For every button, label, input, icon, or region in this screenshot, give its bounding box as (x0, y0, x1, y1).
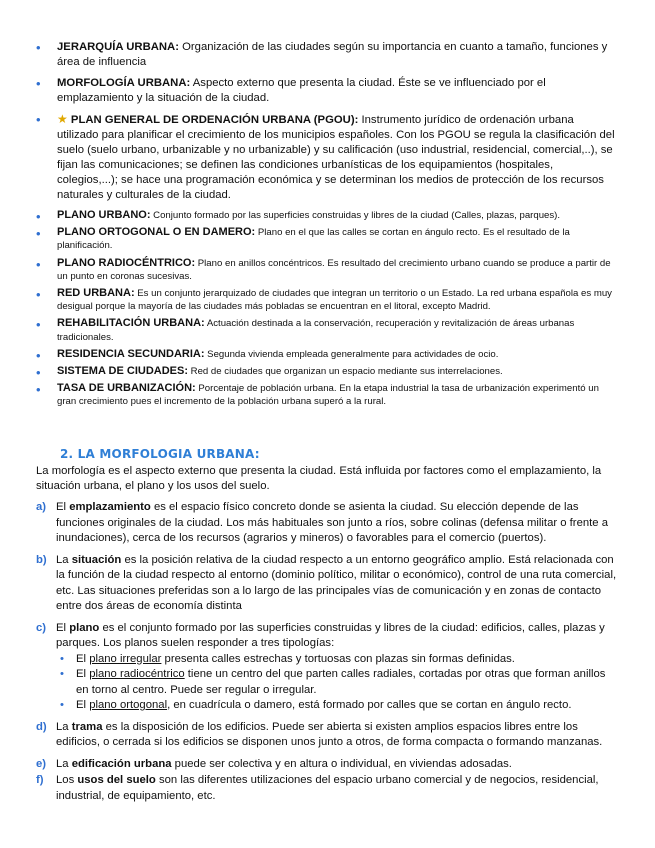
glossary-item (36, 112, 616, 203)
glossary-term: MORFOLOGÍA URBANA: (57, 77, 191, 89)
glossary-item (36, 209, 616, 222)
factor-item (36, 757, 618, 773)
item-prefix: La (56, 720, 72, 733)
section-heading: 2. LA MORFOLOGIA URBANA: (60, 447, 260, 461)
factor-item (36, 621, 618, 714)
plan-prefix: El (76, 652, 90, 665)
glossary-term: TASA DE URBANIZACIÓN: (57, 382, 196, 395)
bullet-icon: • (36, 209, 41, 224)
glossary-definition: Es un conjunto jerarquizado de ciudades que integran un territorio o un Estado. La red urbana española es muy desigual porque la mayoría de las ciudades más pobladas se encuentran en el litoral, excepto Madrid. (57, 288, 612, 313)
glossary-definition: Plano en anillos concéntricos. Es resultado del crecimiento urbano cuando se produce a partir de un punto en coronas sucesivas. (57, 257, 611, 282)
plan-text: , en cuadrícula o damero, está formado por calles que se cortan en ángulo recto. (167, 699, 572, 711)
bullet-icon: • (36, 40, 41, 55)
plan-prefix: El (76, 668, 90, 680)
bullet-icon: • (36, 347, 41, 363)
item-prefix: Los (56, 774, 78, 786)
glossary-definition: Segunda vivienda empleada generalmente para actividades de ocio. (207, 348, 499, 360)
glossary-term: JERARQUÍA URBANA: (57, 41, 179, 53)
bullet-icon: • (36, 382, 41, 398)
bullet-icon: • (36, 226, 41, 242)
star-icon: ★ (57, 112, 68, 126)
plan-term: plano ortogonal (89, 699, 168, 711)
glossary-term: PLAN GENERAL DE ORDENACIÓN URBANA (PGOU): (70, 114, 359, 126)
plan-type-list (56, 652, 618, 714)
morphology-section (36, 447, 618, 810)
glossary-item (36, 365, 616, 381)
bullet-icon: • (60, 652, 64, 665)
plan-type-item (56, 667, 618, 698)
glossary-item (36, 317, 616, 343)
item-marker: a) (36, 501, 47, 513)
glossary-definition: Actuación destinada a la conservación, recuperación y revitalización de áreas urbanas tradicionales. (57, 318, 575, 343)
item-marker: d) (36, 720, 47, 733)
item-text: son las diferentes utilizaciones del espacio urbano comercial y de negocios, residencial, industrial, de equipamiento, etc. (56, 774, 599, 802)
glossary-item (36, 40, 616, 70)
plan-type-item (56, 652, 618, 668)
plan-type-item (56, 698, 618, 714)
item-key: trama (71, 720, 103, 733)
item-text: puede ser colectiva y en altura o individual, en viviendas adosadas. (171, 757, 512, 770)
glossary-list (36, 40, 616, 413)
item-prefix: La (56, 553, 72, 566)
item-prefix: El (56, 621, 70, 634)
glossary-term: SISTEMA DE CIUDADES: (57, 365, 188, 378)
bullet-icon: • (36, 256, 41, 272)
bullet-icon: • (36, 317, 41, 333)
glossary-term: PLANO ORTOGONAL O EN DAMERO: (57, 226, 256, 239)
plan-text: presenta calles estrechas y tortuosas con plazas sin formas definidas. (161, 652, 515, 665)
bullet-icon: • (60, 699, 64, 711)
item-prefix: La (56, 757, 72, 770)
glossary-item (36, 382, 616, 408)
glossary-term: REHABILITACIÓN URBANA: (57, 317, 205, 330)
plan-term: plano irregular (89, 652, 162, 665)
glossary-item (36, 76, 616, 106)
bullet-icon: • (60, 668, 64, 680)
factor-list (36, 500, 618, 804)
item-marker: f) (36, 774, 44, 786)
glossary-term: PLANO URBANO: (57, 209, 151, 221)
item-prefix: El (56, 501, 70, 513)
plan-text: tiene un centro del que parten calles radiales, cortadas por otras que forman anillos en torno al centro. Puede ser regular o irregular. (76, 668, 606, 696)
glossary-definition: Aspecto externo que presenta la ciudad. Éste se ve influenciado por el emplazamiento y la situación de la ciudad. (57, 77, 546, 104)
glossary-definition: Instrumento jurídico de ordenación urbana utilizado para planificar el crecimiento de los municipios españoles. Con los PGOU se regula la clasificación del suelo (suelo urbano, urbanizable y no urbanizable) y su calificación (uso industrial, residencial, comercial,..), se fijan las comunicaciones; se definen las condiciones urbanísticas de los equipamientos (hospitales, colegios,...); se hace una programación económica y se determinan los medios de protección de los recursos naturales y culturales de la ciudad. (57, 114, 615, 201)
factor-item (36, 500, 618, 547)
glossary-definition: Organización de las ciudades según su importancia en cuanto a tamaño, funciones y área de influencia (57, 41, 608, 68)
item-key: emplazamiento (69, 501, 151, 513)
item-marker: b) (36, 553, 47, 566)
glossary-item (36, 257, 616, 283)
glossary-term: RESIDENCIA SECUNDARIA: (57, 347, 205, 360)
section-intro: La morfología es el aspecto externo que presenta la ciudad. Está influida por factores como el emplazamiento, la situación urbana, el plano y los usos del suelo. (36, 465, 602, 492)
glossary-term: RED URBANA: (57, 287, 135, 300)
plan-term: plano radiocéntrico (89, 668, 185, 680)
item-marker: c) (36, 621, 47, 634)
glossary-item (36, 287, 616, 313)
factor-item (36, 553, 618, 615)
factor-item (36, 773, 618, 804)
bullet-icon: • (36, 365, 41, 381)
glossary-definition: Porcentaje de población urbana. En la etapa industrial la tasa de urbanización experimentó un gran crecimiento pues el incremento de la población urbana superó a la rural. (57, 383, 599, 408)
glossary-definition: Conjunto formado por las superficies construidas y libres de la ciudad (Calles, plazas, parques). (153, 210, 561, 221)
glossary-item (36, 348, 616, 361)
factor-item (36, 720, 618, 751)
item-marker: e) (36, 757, 47, 770)
bullet-icon: • (36, 76, 41, 91)
bullet-icon: • (36, 112, 41, 127)
item-text: es la disposición de los edificios. Puede ser abierta si existen amplios espacios libres entre los edificios, o cerrada si los edificios se disponen unos junto a otros, de forma compacta o formando manzanas. (56, 720, 603, 748)
item-key: plano (69, 621, 100, 634)
glossary-item (36, 226, 616, 252)
item-text: es la posición relativa de la ciudad respecto a un entorno geográfico amplio. Está relacionada con la función de la ciudad respecto al entorno (dominio político, militar o económico), control de una ruta comercial, etc. Las situaciones preferidas son a lo largo de las principales vías de comunicación y en zonas de contacto entre dos áreas de economía distinta (56, 553, 617, 612)
glossary-definition: Red de ciudades que organizan un espacio mediante sus interrelaciones. (190, 366, 503, 378)
item-key: situación (71, 553, 122, 566)
item-text: es el espacio físico concreto donde se asienta la ciudad. Su elección depende de las funciones originales de la ciudad. Los más habituales son junto a ríos, sobre colinas (defensa militar o frente a inundaciones), cerca de los recursos (agrarios y mineros) o favorables para el comercio (puertos). (56, 501, 608, 544)
item-text: es el conjunto formado por las superficies construidas y libres de la ciudad: edificios, calles, plazas y parques. Los planos suelen responder a tres tipologías: (56, 621, 605, 649)
glossary-definition: Plano en el que las calles se cortan en ángulo recto. Es el resultado de la planificación. (57, 227, 570, 252)
plan-prefix: El (76, 699, 90, 711)
glossary-term: PLANO RADIOCÉNTRICO: (57, 256, 196, 269)
bullet-icon: • (36, 287, 41, 303)
item-key: edificación urbana (71, 757, 172, 770)
item-key: usos del suelo (77, 774, 156, 786)
